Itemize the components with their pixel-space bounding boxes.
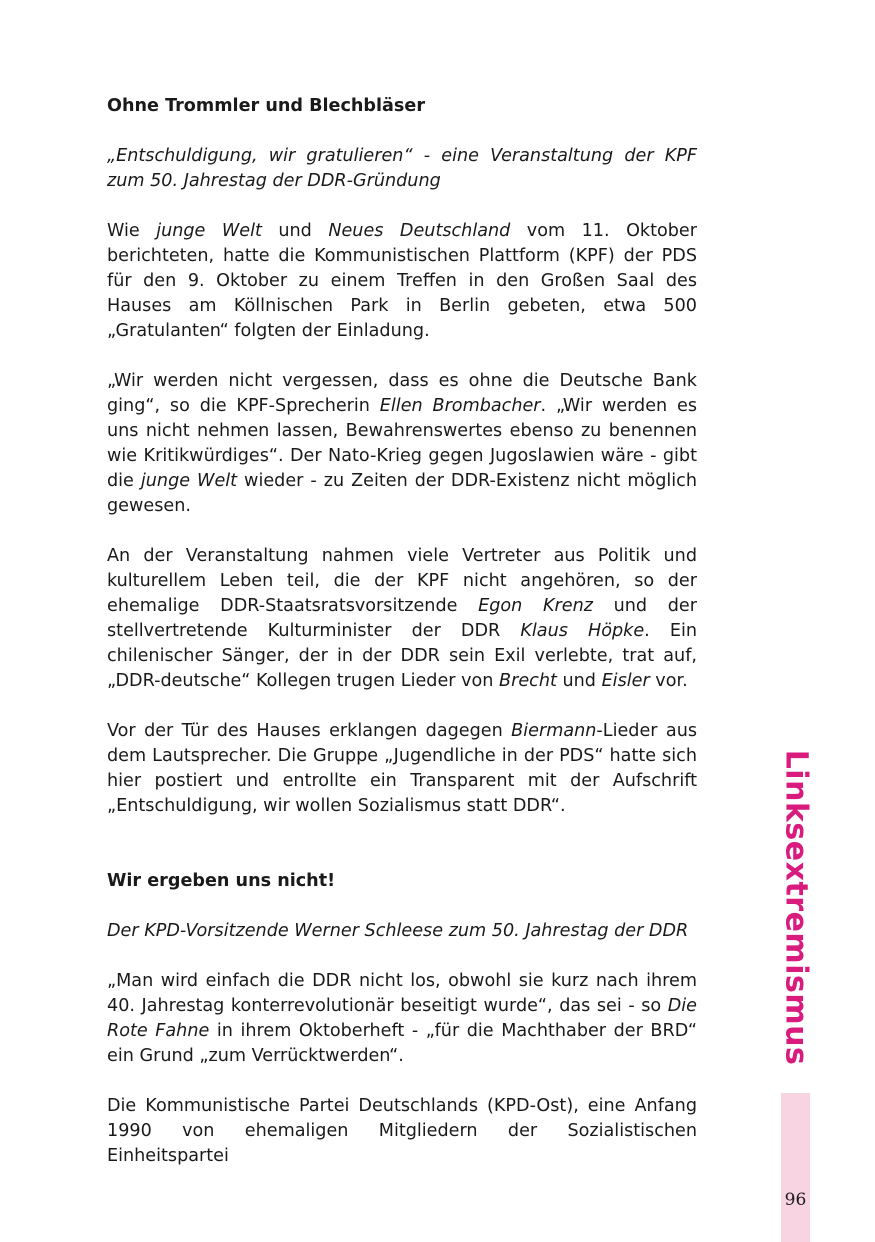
section-subtitle-2: Der KPD-Vorsitzende Werner Schleese zum 50. Jahrestag der DDR: [107, 921, 689, 941]
chapter-title-text: Linksextremismus: [778, 749, 814, 1065]
chapter-side-title: [778, 749, 814, 1065]
paragraph-1: Wie junge Welt und Neues Deutschland vom 11. Oktober berichteten, hatte die Kommunistischen Plattform (KPF) der PDS für den 9. Oktober zu einem Treffen in den Großen Saal des Hauses am Köllnischen Park in Berlin gebeten, etwa 500 „Gratulanten“ folgten der Einladung.: [107, 221, 697, 341]
section-spacer: [107, 844, 697, 869]
paragraph-5: „Man wird einfach die DDR nicht los, obwohl sie kurz nach ihrem 40. Jahrestag konterrevolutionär beseitigt wurde“, das sei - so Die Rote Fahne in ihrem Oktoberheft - „für die Machthaber der BRD“ ein Grund „zum Verrücktwerden“.: [107, 971, 697, 1066]
paragraph-4: Vor der Tür des Hauses erklangen dagegen Biermann-Lieder aus dem Lautsprecher. Die Gruppe „Jugendliche in der PDS“ hatte sich hier postiert und entrollte ein Transparent mit der Aufschrift „Entschuldigung, wir wollen Sozialismus statt DDR“.: [107, 721, 698, 816]
paragraph-2: „Wir werden nicht vergessen, dass es ohne die Deutsche Bank ging“, so die KPF-Sprecherin Ellen Brombacher. „Wir werden es uns nicht nehmen lassen, Bewahrenswertes ebenso zu benennen wie Kritikwürdiges“. Der Nato-Krieg gegen Jugoslawien wäre - gibt die junge Welt wieder - zu Zeiten der DDR-Existenz nicht möglich gewesen.: [107, 371, 697, 516]
section-heading-1: Ohne Trommler und Blechbläser: [107, 96, 426, 116]
paragraph-3: An der Veranstaltung nahmen viele Vertreter aus Politik und kulturellem Leben teil, die der KPF nicht angehören, so der ehemalige DDR-Staatsratsvorsitzende Egon Krenz und der stellvertretende Kulturminister der DDR Klaus Höpke. Ein chilenischer Sänger, der in der DDR sein Exil verlebte, trat auf, „DDR-deutsche“ Kollegen trugen Lieder von Brecht und Eisler vor.: [107, 546, 697, 691]
section-subtitle-1: „Entschuldigung, wir gratulieren“ - eine Veranstaltung der KPF zum 50. Jahrestag der DDR-Gründung: [107, 146, 697, 191]
paragraph-6: Die Kommunistische Partei Deutschlands (KPD-Ost), eine Anfang 1990 von ehemaligen Mitgliedern der Sozialistischen Einheitspartei: [107, 1096, 697, 1166]
page-body: [107, 94, 697, 1194]
page-tab: [781, 1093, 810, 1242]
section-heading-2: Wir ergeben uns nicht!: [107, 871, 336, 891]
page-number: 96: [784, 1190, 807, 1210]
